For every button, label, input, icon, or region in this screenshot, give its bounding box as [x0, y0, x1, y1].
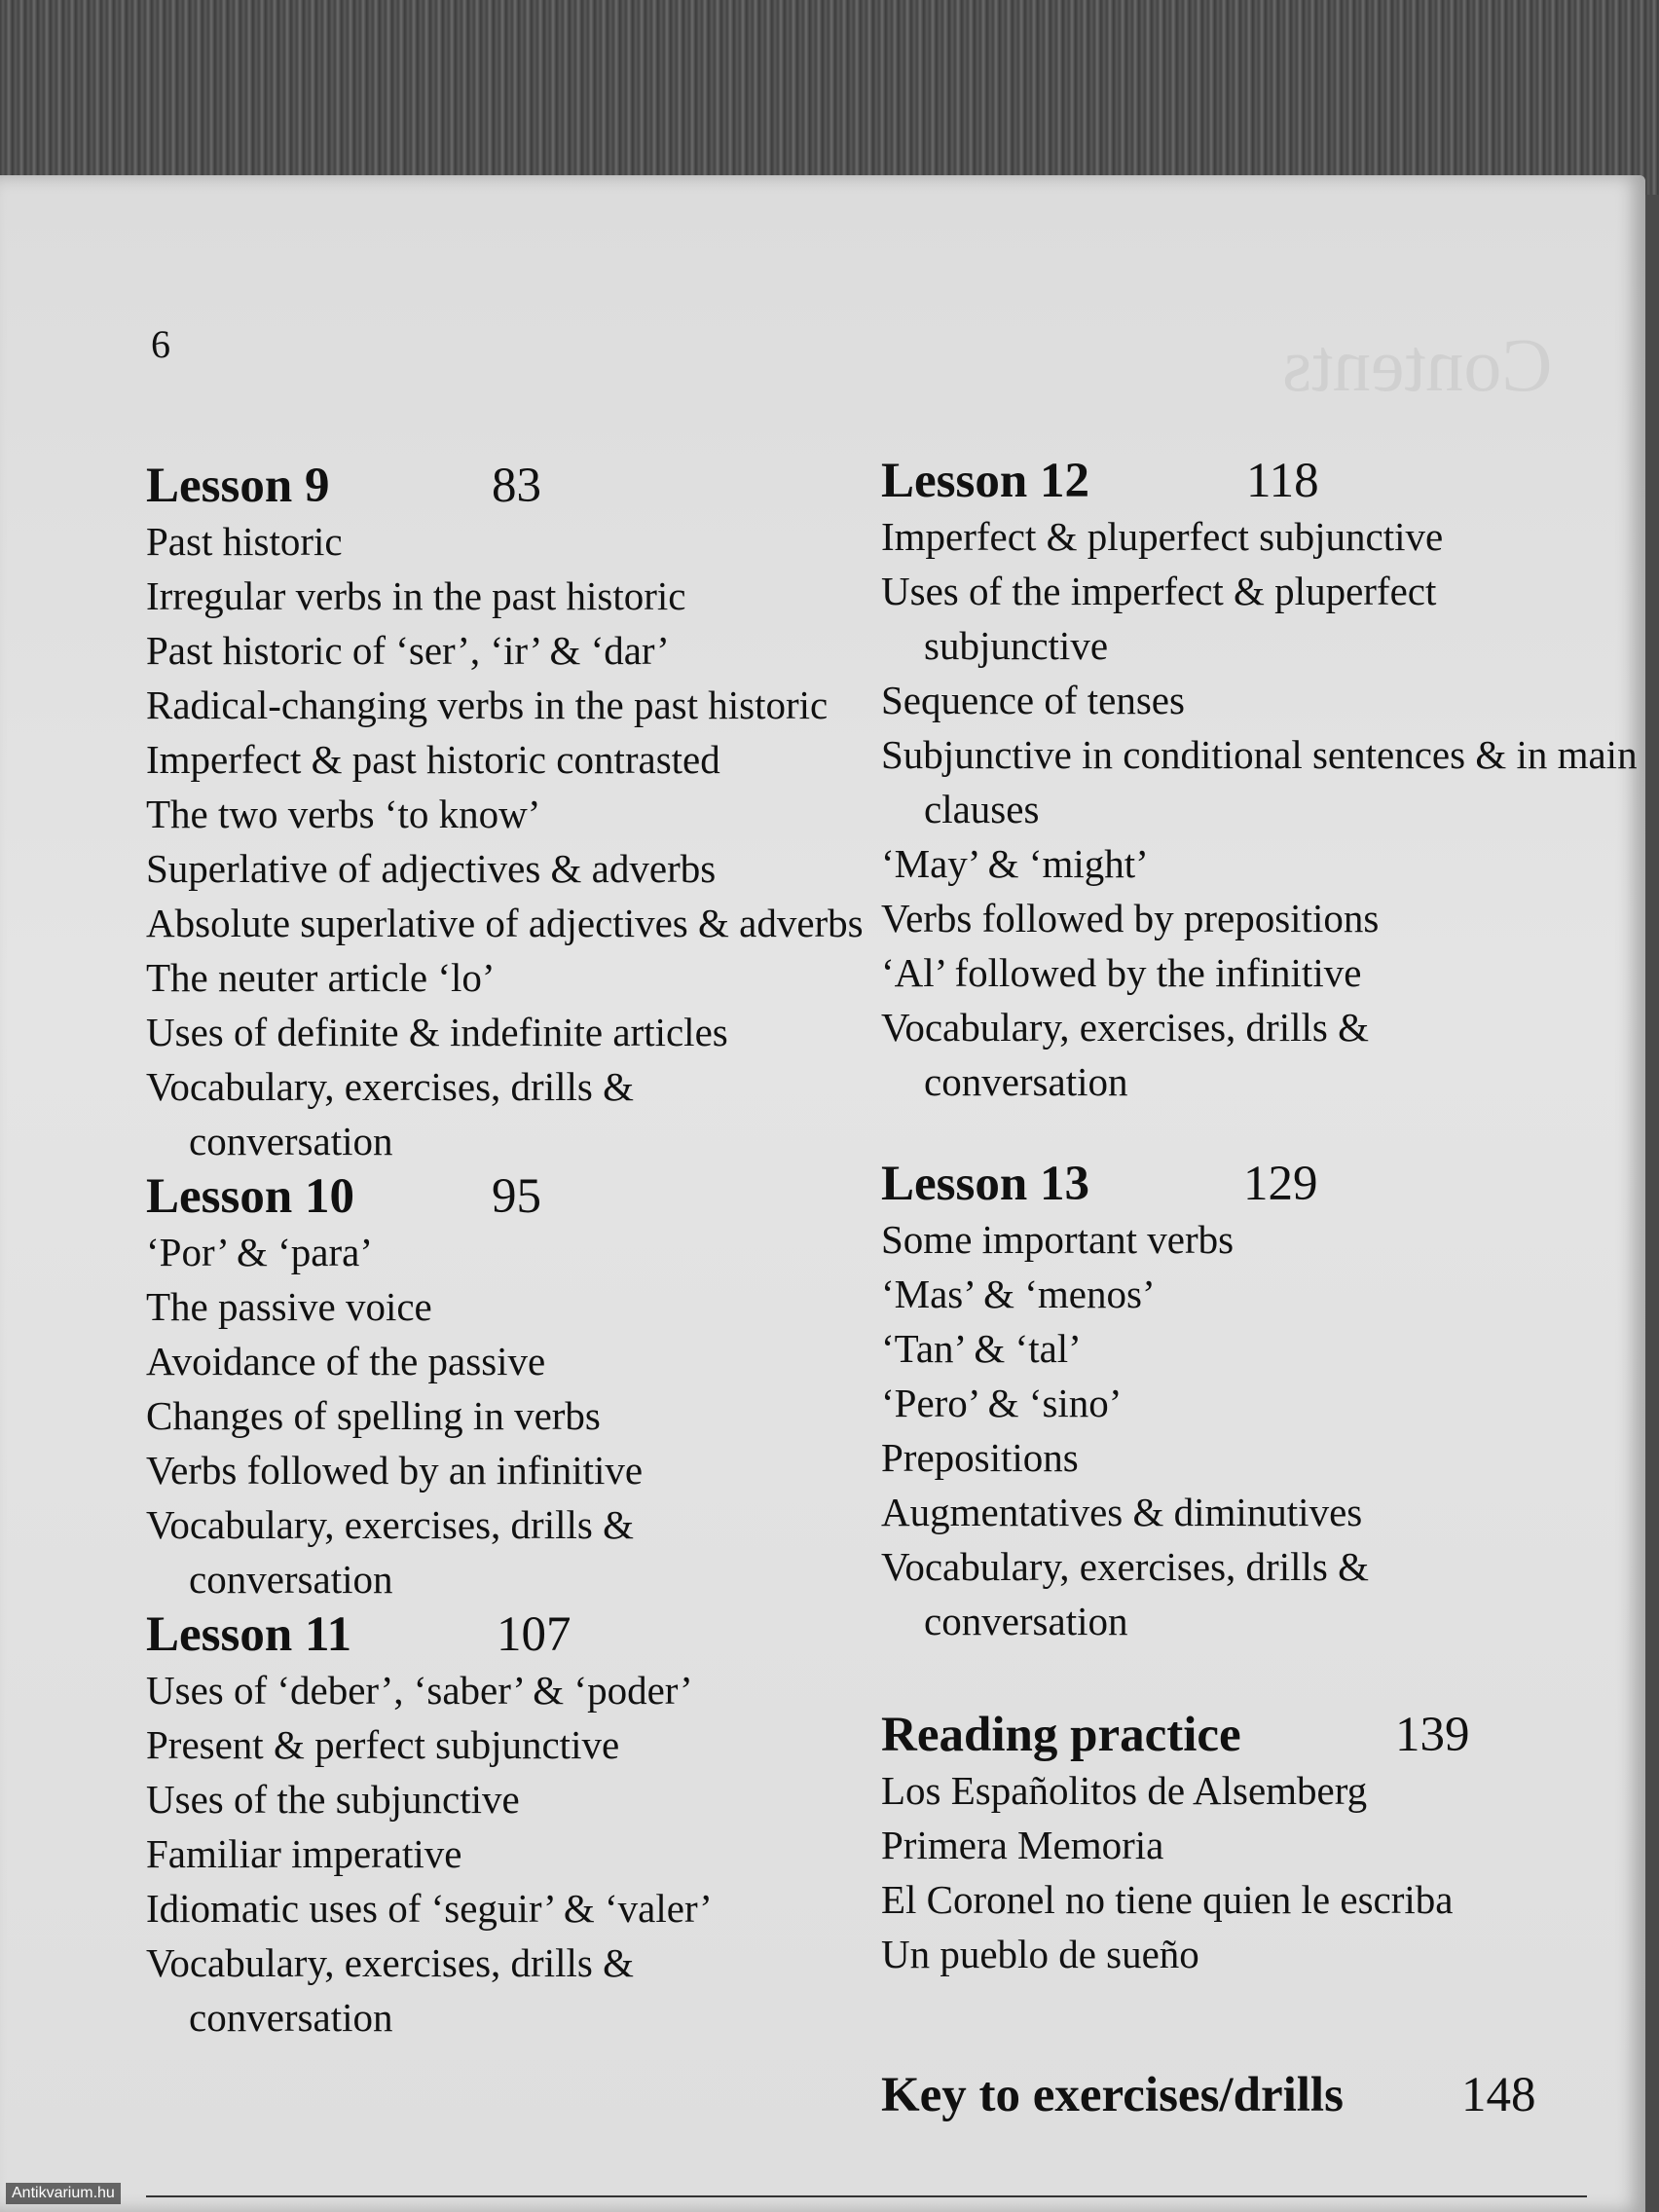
contents-entry: Familiar imperative — [146, 1831, 462, 1876]
watermark: Antikvarium.hu — [6, 2183, 121, 2204]
contents-entry: Uses of the subjunctive — [146, 1777, 520, 1822]
answer-key-section — [881, 2067, 1631, 2123]
contents-entry: Imperfect & pluperfect subjunctive — [881, 514, 1444, 559]
lesson-page-number: 118 — [1246, 454, 1319, 508]
contents-entry: ‘Mas’ & ‘menos’ — [881, 1272, 1156, 1316]
contents-entry: Vocabulary, exercises, drills & conversation — [881, 1544, 1369, 1643]
contents-entry: Vocabulary, exercises, drills & conversation — [146, 1940, 634, 2040]
section-heading — [881, 2067, 1631, 2123]
lesson-page-number: 129 — [1243, 1157, 1318, 1211]
contents-entry: Subjunctive in conditional sentences & in main clauses — [881, 732, 1638, 831]
contents-entry: ‘Por’ & ‘para’ — [146, 1230, 373, 1274]
contents-entry: Augmentatives & diminutives — [881, 1490, 1363, 1534]
contents-entry: Uses of ‘deber’, ‘saber’ & ‘poder’ — [146, 1668, 693, 1713]
contents-entry: Past historic — [146, 519, 343, 564]
contents-entry: Imperfect & past historic contrasted — [146, 737, 720, 782]
section-page-number: 139 — [1395, 1708, 1470, 1762]
lesson-heading — [881, 1156, 1631, 1212]
contents-entry: Radical-changing verbs in the past historic — [146, 682, 829, 727]
contents-entry: The neuter article ‘lo’ — [146, 955, 496, 1000]
contents-left-column — [146, 458, 886, 2045]
contents-entry: El Coronel no tiene quien le escriba — [881, 1877, 1454, 1922]
contents-entry: Avoidance of the passive — [146, 1339, 546, 1383]
contents-entry: Changes of spelling in verbs — [146, 1393, 601, 1438]
lesson-heading — [146, 1606, 886, 1663]
reading-practice-section — [881, 1707, 1631, 1981]
lesson-page-number: 83 — [492, 459, 541, 513]
contents-entry: ‘Al’ followed by the infinitive — [881, 950, 1362, 995]
contents-right-column — [881, 453, 1638, 2123]
show-through-title: Contents — [1281, 322, 1552, 407]
book-page — [0, 175, 1645, 2212]
contents-entry: Vocabulary, exercises, drills & conversation — [146, 1502, 634, 1602]
contents-entry: Prepositions — [881, 1435, 1079, 1480]
contents-entry: ‘Tan’ & ‘tal’ — [881, 1326, 1082, 1371]
lesson-11-section — [146, 1606, 886, 2045]
contents-entry: The two verbs ‘to know’ — [146, 792, 541, 836]
lesson-heading — [881, 453, 1631, 509]
contents-entry: Some important verbs — [881, 1217, 1235, 1262]
lesson-title: Lesson 10 — [146, 1169, 354, 1224]
contents-entry: Sequence of tenses — [881, 678, 1185, 722]
lesson-page-number: 107 — [497, 1607, 571, 1662]
lesson-title: Lesson 13 — [881, 1157, 1089, 1211]
section-title: Key to exercises/drills — [881, 2068, 1344, 2122]
lesson-9-section — [146, 458, 886, 1168]
background-surface — [0, 0, 1659, 195]
contents-entry: Vocabulary, exercises, drills & conversation — [146, 1064, 634, 1163]
lesson-page-number: 95 — [492, 1169, 541, 1224]
lesson-heading — [146, 458, 886, 514]
contents-entry: Present & perfect subjunctive — [146, 1722, 620, 1767]
contents-entry: Vocabulary, exercises, drills & conversation — [881, 1005, 1369, 1104]
contents-entry: Superlative of adjectives & adverbs — [146, 846, 717, 891]
bottom-rule — [146, 2195, 1587, 2197]
contents-entry: Idiomatic uses of ‘seguir’ & ‘valer’ — [146, 1886, 713, 1931]
lesson-13-section — [881, 1156, 1631, 1648]
contents-entry: Un pueblo de sueño — [881, 1932, 1199, 1976]
contents-entry: ‘Pero’ & ‘sino’ — [881, 1381, 1123, 1425]
lesson-12-section — [881, 453, 1638, 1109]
contents-entry: Uses of the imperfect & pluperfect subjunctive — [881, 569, 1437, 668]
lesson-title: Lesson 12 — [881, 454, 1089, 508]
section-title: Reading practice — [881, 1708, 1241, 1762]
lesson-title: Lesson 11 — [146, 1607, 352, 1662]
contents-entry: Verbs followed by prepositions — [881, 896, 1380, 940]
lesson-10-section — [146, 1168, 886, 1606]
contents-entry: Irregular verbs in the past historic — [146, 573, 686, 618]
contents-entry: Past historic of ‘ser’, ‘ir’ & ‘dar’ — [146, 628, 670, 673]
contents-entry: Verbs followed by an infinitive — [146, 1448, 644, 1493]
lesson-heading — [146, 1168, 886, 1225]
contents-entry: Los Españolitos de Alsemberg — [881, 1768, 1368, 1813]
section-page-number: 148 — [1461, 2068, 1536, 2122]
contents-entry: Uses of definite & indefinite articles — [146, 1010, 728, 1054]
contents-entry: The passive voice — [146, 1284, 432, 1329]
contents-entry: Primera Memoria — [881, 1823, 1164, 1867]
contents-entry: ‘May’ & ‘might’ — [881, 841, 1149, 886]
page-number: 6 — [151, 322, 170, 366]
lesson-title: Lesson 9 — [146, 459, 330, 513]
section-heading — [881, 1707, 1631, 1763]
contents-entry: Absolute superlative of adjectives & adverbs — [146, 901, 864, 945]
